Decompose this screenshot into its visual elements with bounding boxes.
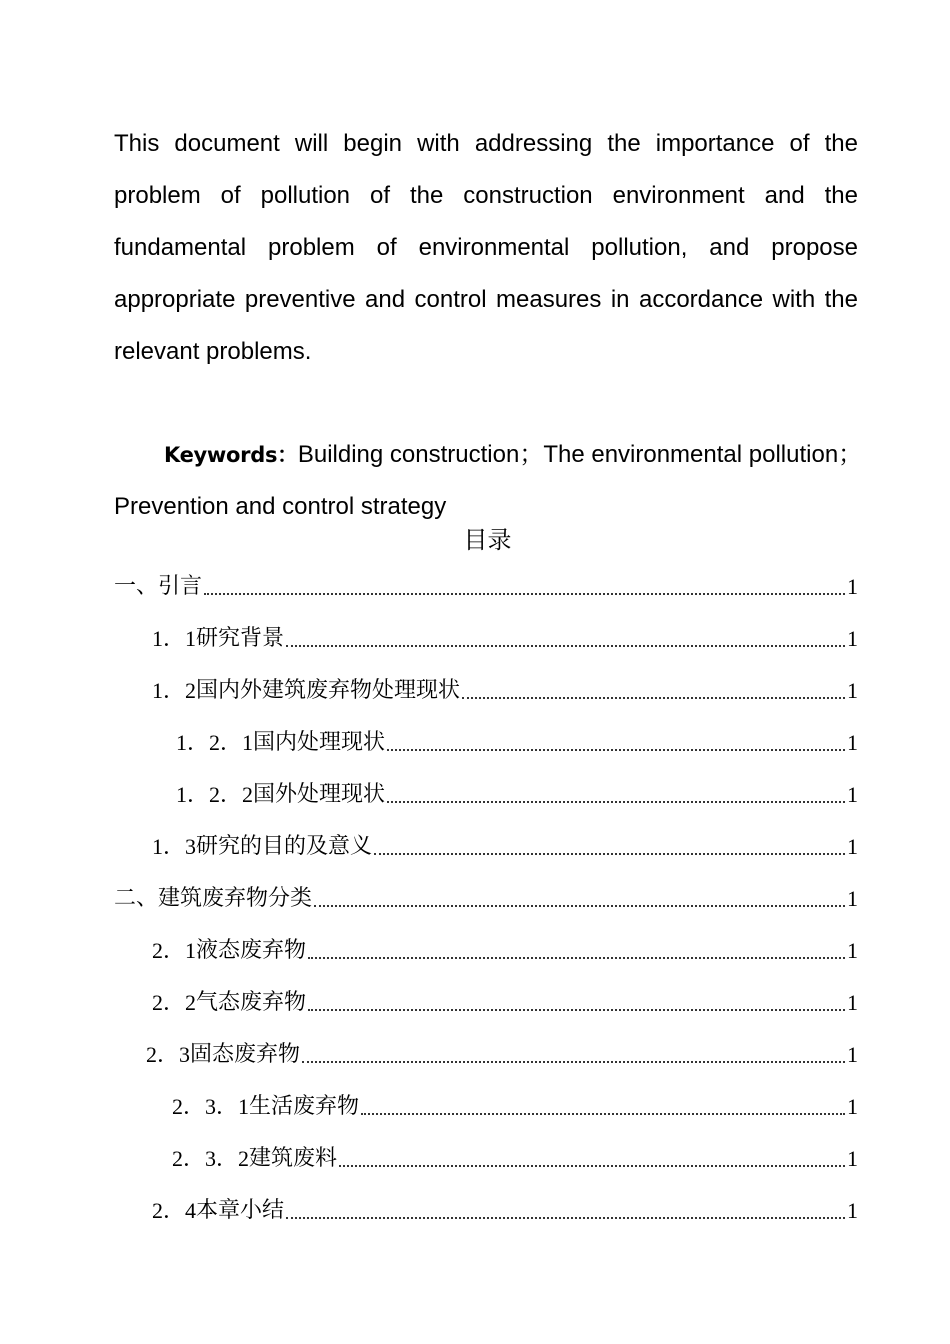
toc-entry-number: 2．1 — [152, 938, 197, 963]
toc-entry[interactable] — [176, 714, 858, 758]
toc-entry[interactable] — [146, 1026, 858, 1070]
toc-entry-title: 液态废弃物 — [196, 938, 307, 963]
toc-entry-page: 1 — [847, 1094, 858, 1119]
keywords-text-1: Building construction；The environmental pollution； — [297, 441, 863, 468]
toc-leader-dots — [387, 748, 845, 751]
toc-entry[interactable] — [152, 1182, 858, 1226]
toc-entry[interactable] — [172, 1130, 858, 1174]
toc-entry-number: 1．3 — [152, 834, 197, 859]
toc-entry[interactable] — [114, 558, 858, 602]
keywords-label: Keywords： — [164, 443, 298, 467]
toc-entry-title: 气态废弃物 — [196, 990, 307, 1015]
toc-entry-page: 1 — [847, 990, 858, 1015]
toc-entry-number: 2．3．1 — [172, 1094, 250, 1119]
toc-entry-title: 研究的目的及意义 — [196, 834, 373, 859]
toc-entry-page: 1 — [847, 938, 858, 963]
toc-entry-title: 建筑废料 — [249, 1146, 338, 1171]
toc-leader-dots — [387, 800, 845, 803]
toc-entry-title: 国内外建筑废弃物处理现状 — [196, 678, 461, 703]
toc-entry-title: 研究背景 — [196, 626, 285, 651]
toc-entry[interactable] — [152, 974, 858, 1018]
toc-entry-number: 1．2．1 — [176, 730, 254, 755]
toc-leader-dots — [308, 1008, 845, 1011]
toc-leader-dots — [374, 852, 845, 855]
toc-entry[interactable] — [152, 818, 858, 862]
toc-leader-dots — [204, 592, 845, 595]
keywords-line-1 — [114, 429, 863, 481]
toc-entry[interactable] — [152, 610, 858, 654]
toc-leader-dots — [462, 696, 845, 699]
toc-entry-page: 1 — [847, 574, 858, 599]
toc-leader-dots — [302, 1060, 845, 1063]
toc-entry-page: 1 — [847, 886, 858, 911]
toc-entry-title: 国内处理现状 — [253, 730, 386, 755]
toc-entry-title: 固态废弃物 — [190, 1042, 301, 1067]
toc-entry[interactable] — [172, 1078, 858, 1122]
toc-entry-number: 2．4 — [152, 1198, 197, 1223]
toc-entry-page: 1 — [847, 1042, 858, 1067]
toc-entry-title: 国外处理现状 — [253, 782, 386, 807]
toc-entry-number: 2．3 — [146, 1042, 191, 1067]
toc-entry[interactable] — [152, 922, 858, 966]
toc-leader-dots — [361, 1112, 845, 1115]
toc-leader-dots — [286, 1216, 845, 1219]
toc-entry-number: 2．2 — [152, 990, 197, 1015]
toc-leader-dots — [339, 1164, 845, 1167]
toc-entry[interactable] — [114, 870, 858, 914]
toc-entry-number: 1．1 — [152, 626, 197, 651]
toc-entry-page: 1 — [847, 1198, 858, 1223]
toc-entry-number: 1．2 — [152, 678, 197, 703]
toc-entry[interactable] — [152, 662, 858, 706]
keywords-line-2: Prevention and control strategy — [114, 493, 447, 520]
toc-entry-page: 1 — [847, 678, 858, 703]
toc-entry-title: 生活废弃物 — [249, 1094, 360, 1119]
toc-entry-page: 1 — [847, 730, 858, 755]
toc-leader-dots — [308, 956, 845, 959]
keywords-block — [114, 429, 863, 533]
toc-title: 目录 — [463, 526, 512, 554]
toc-entry-number: 2．3．2 — [172, 1146, 250, 1171]
toc-entry-page: 1 — [847, 1146, 858, 1171]
toc-entry-page: 1 — [847, 834, 858, 859]
toc-leader-dots — [314, 904, 845, 907]
toc-entry-title: 本章小结 — [196, 1198, 285, 1223]
toc-entry-page: 1 — [847, 782, 858, 807]
abstract-paragraph: This document will begin with addressing the importance of the problem of pollution of the construction environment and the fundamental problem of environmental pollution, and propose appropriate preventive and control measures in accordance with the relevant problems. — [114, 130, 858, 365]
toc-entry[interactable] — [176, 766, 858, 810]
toc-entry-title: 二、建筑废弃物分类 — [114, 886, 313, 911]
toc-entry-title: 一、引言 — [114, 574, 203, 599]
toc-leader-dots — [286, 644, 845, 647]
toc-entry-number: 1．2．2 — [176, 782, 254, 807]
toc-entry-page: 1 — [847, 626, 858, 651]
